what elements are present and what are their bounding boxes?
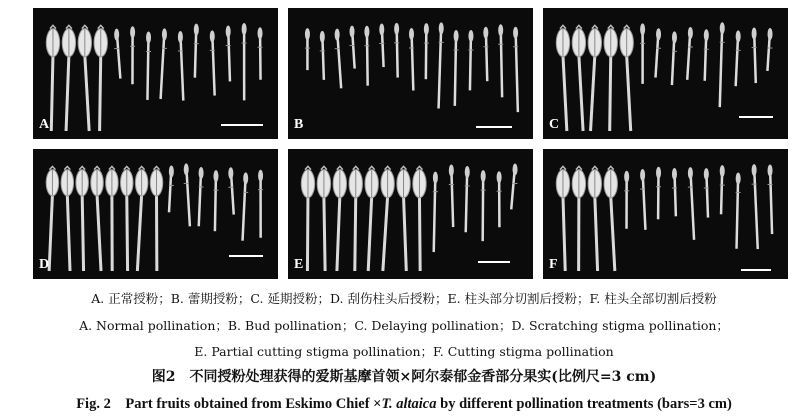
withered-flower	[672, 168, 677, 216]
withered-flower	[226, 25, 231, 81]
fruit-capsule	[62, 25, 75, 131]
figure-title-en-suffix: by different pollination treatments (bars=3 cm)	[436, 396, 732, 412]
fruit-capsule	[78, 25, 91, 131]
scale-bar	[478, 261, 510, 263]
legend-en-line-1: A. Normal pollination；B. Bud pollination；C. Delaying pollination；D. Scratching stigma pollination；	[79, 318, 729, 333]
withered-flower	[498, 24, 503, 97]
legend-zh: A. 正常授粉；B. 蕾期授粉；C. 延期授粉；D. 刮伤柱头后授粉；E. 柱头部分切割后授粉；F. 柱头全部切割后授粉	[91, 291, 717, 306]
withered-flower	[210, 30, 215, 95]
withered-flower	[424, 23, 429, 79]
panel-b	[288, 8, 533, 139]
withered-flower	[688, 167, 694, 240]
withered-flower	[655, 28, 661, 77]
withered-flower	[736, 30, 741, 86]
fruit-capsule	[620, 25, 633, 131]
scale-bar	[739, 116, 773, 118]
withered-flower	[146, 32, 151, 100]
withered-flower	[161, 28, 167, 99]
withered-flower	[656, 167, 661, 220]
fruit-capsule	[333, 166, 346, 271]
withered-flower	[114, 29, 120, 79]
fruit-capsule	[135, 167, 147, 271]
withered-flower	[409, 28, 414, 91]
panel-label: E	[294, 257, 304, 272]
fruit-capsule	[301, 166, 314, 271]
fruit-capsule	[588, 166, 601, 271]
withered-flower	[433, 172, 438, 252]
scale-bar	[221, 124, 263, 126]
withered-flower	[454, 30, 459, 106]
withered-flower	[169, 165, 174, 212]
withered-flower	[752, 28, 757, 84]
withered-flower	[439, 22, 444, 108]
fruit-capsule	[604, 25, 617, 131]
fruit-capsule	[317, 166, 330, 271]
withered-flower	[720, 165, 725, 214]
withered-flower	[511, 163, 517, 209]
withered-flower	[767, 28, 772, 71]
figure-title-zh: 图2 不同授粉处理获得的爱斯基摩首领×阿尔泰郁金香部分果实(比例尺=3 cm)	[151, 369, 657, 385]
fruit-capsule	[61, 167, 73, 271]
fruit-capsule	[349, 166, 362, 271]
withered-flower	[335, 29, 341, 89]
fruit-capsule	[150, 167, 162, 271]
fruit-capsule	[572, 166, 585, 271]
withered-flower	[449, 165, 454, 228]
fruit-capsule	[556, 25, 569, 131]
fruit-capsule	[413, 166, 426, 271]
withered-flower	[768, 164, 773, 234]
withered-flower	[497, 171, 502, 227]
withered-flower	[672, 31, 677, 85]
withered-flower	[640, 23, 645, 83]
panel-label: A	[39, 117, 50, 132]
withered-flower	[752, 164, 758, 249]
withered-flower	[704, 168, 709, 218]
scale-bar	[229, 255, 263, 257]
scale-bar	[741, 269, 771, 271]
panel-c-photo	[543, 8, 788, 139]
withered-flower	[130, 26, 135, 84]
withered-flower	[350, 26, 355, 69]
fruit-capsule	[381, 166, 394, 271]
panel-e	[288, 149, 533, 279]
panel-label: B	[294, 117, 304, 132]
withered-flower	[379, 23, 384, 67]
figure-title-en	[0, 392, 808, 413]
withered-flower	[228, 167, 233, 214]
panel-f	[543, 149, 788, 279]
panel-e-photo	[288, 149, 533, 279]
fruit-capsule	[46, 25, 59, 131]
legend-en-line-2: E. Partial cutting stigma pollination；F. Cutting stigma pollination	[194, 344, 614, 359]
withered-flower	[720, 22, 725, 107]
withered-flower	[513, 27, 518, 112]
panel-f-photo	[543, 149, 788, 279]
withered-flower	[483, 27, 488, 81]
fruit-capsule	[46, 167, 58, 271]
withered-flower	[213, 170, 218, 231]
withered-flower	[194, 24, 199, 78]
fruit-capsule	[76, 167, 88, 271]
fruit-capsule	[604, 166, 617, 271]
fruit-capsule	[121, 167, 133, 271]
withered-flower	[394, 23, 399, 78]
withered-flower	[184, 163, 190, 226]
panel-c	[543, 8, 788, 139]
species-name: T. altaica	[381, 396, 437, 412]
withered-flower	[178, 31, 183, 101]
withered-flower	[736, 172, 741, 248]
fruit-capsule	[106, 167, 118, 271]
scale-bar	[476, 126, 512, 128]
withered-flower	[364, 26, 369, 86]
panel-a	[33, 8, 278, 139]
withered-flower	[687, 27, 693, 80]
withered-flower	[243, 172, 249, 240]
withered-flower	[481, 170, 486, 241]
withered-flower	[258, 170, 263, 238]
withered-flower	[199, 167, 204, 226]
panel-b-photo	[288, 8, 533, 139]
fruit-capsule	[91, 167, 103, 271]
panel-d	[33, 149, 278, 279]
fruit-capsule	[572, 25, 585, 131]
panel-label: C	[549, 117, 560, 132]
fruit-capsule	[397, 166, 410, 271]
panel-d-photo	[33, 149, 278, 279]
fruit-capsule	[588, 25, 601, 131]
withered-flower	[468, 30, 473, 90]
withered-flower	[465, 166, 470, 232]
fruit-capsule	[94, 25, 107, 131]
withered-flower	[624, 171, 629, 229]
withered-flower	[704, 29, 709, 81]
withered-flower	[305, 28, 310, 70]
withered-flower	[640, 169, 645, 230]
panel-a-photo	[33, 8, 278, 139]
withered-flower	[242, 23, 247, 100]
withered-flower	[258, 27, 263, 79]
panel-label: F	[549, 257, 558, 272]
withered-flower	[320, 31, 325, 80]
fruit-capsule	[365, 166, 378, 271]
fruit-capsule	[556, 166, 569, 271]
figure-title-en-prefix: Fig. 2 Part fruits obtained from Eskimo Chief ×	[76, 396, 382, 412]
panel-label: D	[39, 257, 50, 272]
